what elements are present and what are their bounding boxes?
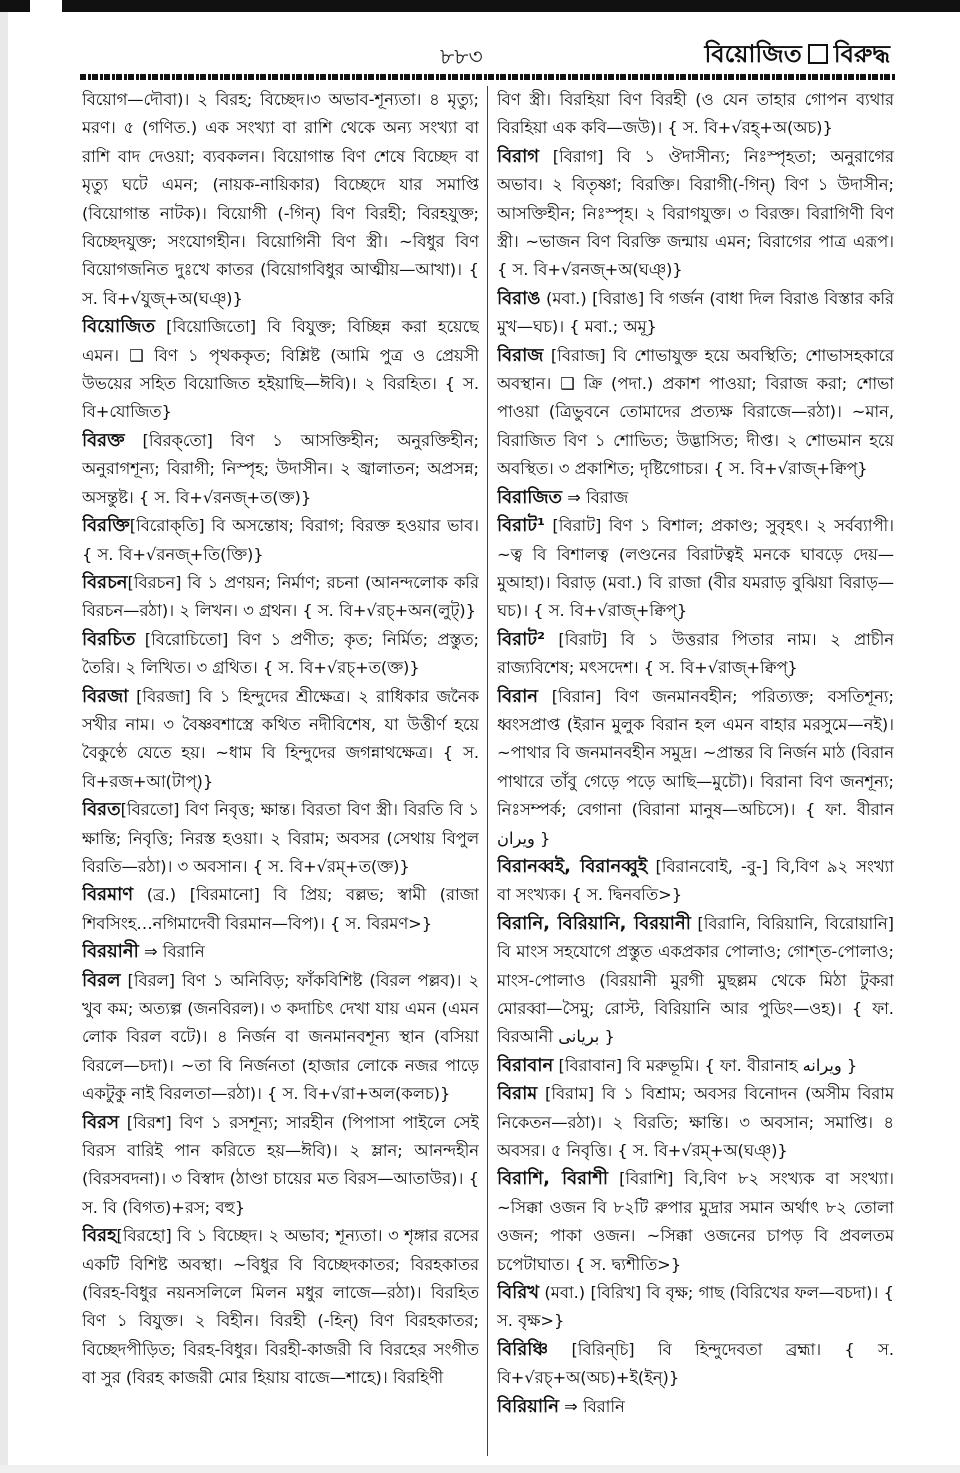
scan-top-edge bbox=[0, 0, 960, 12]
headword: বিরত bbox=[82, 799, 121, 821]
entry-body: [বিরাট] বিণ ১ বিশাল; প্রকাণ্ড; সুবৃহৎ। ২ সর্বব্যাপী। ~ত্ব বি বিশালত্ব (লণ্ডনের বিরাটত্বই মনকে ঘাবড়ে দেয়—মুআহা)। বিরাড় (মবা.) বি রাজা (বীর যমরাড় বুঝিয়া বিরাড়—ঘচ)। { স. বি+√রাজ্+ক্বিপ্} bbox=[497, 516, 894, 621]
headword: বিরাবান bbox=[497, 1054, 554, 1076]
entry-body: ⇒ বিরাজ bbox=[567, 487, 629, 507]
headword: বিরিখ bbox=[497, 1282, 540, 1304]
entry-body: [বিরাগ] বি ১ ঔদাসীন্য; নিঃস্পৃহতা; অনুরাগের অভাব। ২ বিতৃষ্ণা; বিরক্তি। বিরাগী(-গিন্) বিণ ১ উদাসীন; আসক্তিহীন; নিঃস্পৃহ। ২ বিরাগযুক্ত। ৩ বিরক্ত। বিরাগিণী বিণ স্ত্রী। ~ভাজন বিণ বিরক্তি জন্মায় এমন; বিরাগের পাত্র এরূপ। { স. বি+√রনজ্+অ(ঘঞ্)} bbox=[497, 146, 894, 280]
entry-body: ⇒ বিরানি bbox=[143, 942, 205, 962]
right-column bbox=[497, 86, 894, 1456]
entry bbox=[497, 1052, 894, 1080]
entry-body: (ব্র.) [বিরমানো] বি প্রিয়; বল্লভ; স্বামী (রাজা শিবসিংহ…নগিমাদেবী বিরমান—বিপ)। { স. বিরমণ>} bbox=[82, 885, 479, 933]
entry bbox=[497, 143, 894, 285]
entry bbox=[82, 796, 479, 881]
headword: বিরাজ bbox=[497, 344, 544, 366]
entry bbox=[82, 967, 479, 1109]
entry-body: [বিরানি, বিরিয়ানি, বিরোয়ানি] বি মাংস সহযোগে প্রস্তুত একপ্রকার পোলাও; গোশ্‌ত-পোলাও; মাংস-পোলাও (বিরয়ানী মুরগী মুছল্লম থেকে মিঠা টুকরা মোরব্বা—সৈমু; রোস্ট, বিরিয়ানি আর পুডিং—ওহ)। { ফা. বিরআনী بریانی } bbox=[497, 913, 894, 1047]
header-rule bbox=[80, 74, 895, 80]
guide-word-last: বিরুদ্ধ bbox=[833, 40, 890, 68]
entry-body: বিয়োগ—দৌবা)। ২ বিরহ; বিচ্ছেদ।৩ অভাব-শূন্যতা। ৪ মৃত্যু; মরণ। ৫ (গণিত.) এক সংখ্যা বা রাশি থেকে অন্য সংখ্যা বা রাশি বাদ দেওয়া; ব্যবকলন। বিয়োগান্ত বিণ শেষে বিচ্ছেদ বা মৃত্যু ঘটে এমন; (নায়ক-নায়িকার) বিচ্ছেদে যার সমাপ্তি (বিয়োগান্ত নাটক)। বিয়োগী (-গিন্) বিণ বিরহী; বিরহযুক্ত; বিচ্ছেদযুক্ত; সংযোগহীন। বিয়োগিনী বিণ স্ত্রী। ~বিধুর বিণ বিয়োগজনিত দুঃখে কাতর (বিয়োগবিধুর আত্মীয়—আখা)। { স. বি+√যুজ্+অ(ঘঞ্)} bbox=[82, 90, 479, 308]
scan-bottom-edge bbox=[0, 1465, 960, 1473]
headword: বিরক্ত bbox=[82, 429, 125, 451]
headword: বিরাশি, বিরাশী bbox=[497, 1168, 609, 1190]
entry bbox=[497, 910, 894, 1052]
entry-body: [বিরল] বিণ ১ অনিবিড়; ফাঁকবিশিষ্ট (বিরল পল্লব)। ২ খুব কম; অত্যল্প (জনবিরল)। ৩ কদাচিৎ দেখা যায় এমন (এমন লোক বিরল বটে)। ৪ নির্জন বা জনমানবশূন্য স্থান (বসিয়া বিরলে—চদা)। ~তা বি নির্জনতা (হাজার লোকে নজর পাড়ে একটুকু নাই বিরলতা—রঠা)। { স. বি+√রা+অল(কলচ)} bbox=[82, 970, 479, 1104]
entry bbox=[497, 86, 894, 143]
entry bbox=[497, 1080, 894, 1165]
headword: বিরান bbox=[497, 685, 539, 707]
entry-body: [বিরাজ] বি শোভাযুক্ত হয়ে অবস্থিতি; শোভাসহকারে অবস্থান। ❑ ক্রি (পদা.) প্রকাশ পাওয়া; বিরাজ করা; শোভা পাওয়া (ত্রিভুবনে তোমাদের প্রত্যক্ষ বিরাজে—রঠা)। ~মান, বিরাজিত বিণ ১ শোভিত; উদ্ভাসিত; দীপ্ত। ২ শোভমান হয়ে অবস্থিত। ৩ প্রকাশিত; দৃষ্টিগোচর। { স. বি+√রাজ্+ক্বিপ্} bbox=[497, 345, 894, 479]
headword: বিয়োজিত bbox=[82, 316, 155, 338]
entry bbox=[82, 86, 479, 313]
entry-body: [বিরজা] বি ১ হিন্দুদের শ্রীক্ষেত্র। ২ রাধিকার জনৈক সখীর নাম। ৩ বৈষ্ণবশাস্ত্রে কথিত নদীবিশেষ, যা উত্তীর্ণ হয়ে বৈকুণ্ঠে যেতে হয়। ~ধাম বি হিন্দুদের জগন্নাথক্ষেত্র। { স. বি+রজ+আ(টাপ্)} bbox=[82, 686, 479, 791]
entry bbox=[497, 1165, 894, 1279]
entry-body: [বিরোক্‌তি] বি অসন্তোষ; বিরাগ; বিরক্ত হওয়ার ভাব। { স. বি+√রনজ্+তি(ক্তি)} bbox=[82, 516, 479, 564]
headword: বিরহ bbox=[82, 1225, 117, 1247]
headword: বিরাগ bbox=[497, 145, 540, 167]
headword: বিরাট² bbox=[497, 628, 545, 650]
headword: বিরক্তি bbox=[82, 515, 130, 537]
headword: বিরয়ানী bbox=[82, 941, 139, 963]
column-divider bbox=[487, 86, 488, 1456]
entry bbox=[497, 1279, 894, 1336]
left-column bbox=[82, 86, 479, 1456]
entry-body: ⇒ বিরানি bbox=[564, 1396, 625, 1416]
entry-body: [বিরোচিতো] বিণ ১ প্রণীত; কৃত; নির্মিত; প্রস্তুত; তৈরি। ২ লিখিত। ৩ গ্রথিত। { স. বি+√রচ্+ত(ক্ত)} bbox=[82, 629, 479, 678]
entry-body: (মবা.) [বিরিখ] বি বৃক্ষ; গাছ (বিরিখের ফল—বচদা)। { স. বৃক্ষ>} bbox=[497, 1283, 894, 1331]
entry-body: [বিরিন্‌চি] বি হিন্দুদেবতা ব্রহ্মা। { স. বি+√রচ্+অ(অচ)+ই(ইন্)} bbox=[497, 1339, 894, 1388]
entry bbox=[82, 1222, 479, 1392]
entry bbox=[82, 881, 479, 938]
entry bbox=[82, 1109, 479, 1223]
entry-body: [বিরহো] বি ১ বিচ্ছেদ। ২ অভাব; শূন্যতা। ৩ শৃঙ্গার রসের একটি বিশিষ্ট অবস্থা। ~বিধুর বি বিচ্ছেদকাতর; বিরহকাতর (বিরহ-বিধুর নয়নসলিলে মিলন মধুর লাজে—রঠা)। বিরহিত বিণ ১ বিযুক্ত। ২ বিহীন। বিরহী (-হিন্) বিণ বিরহকাতর; বিচ্ছেদপীড়িত; বিরহ-বিধুর। বিরহী-কাজরী বি বিরহের সংগীত বা সুর (বিরহ কাজরী মোর হিয়ায় বাজে—শাহে)। বিরহিণী bbox=[82, 1226, 479, 1388]
guide-words bbox=[704, 36, 890, 76]
headword: বিরাজিত bbox=[497, 486, 563, 508]
scan-left-margin bbox=[0, 0, 8, 1473]
entry-body: [বিরান] বিণ জনমানবহীন; পরিত্যক্ত; বসতিশূন্য; ধ্বংসপ্রাপ্ত (ইরান মুলুক বিরান হল এমন বাহার মরসুমে—নই)। ~পাথার বি জনমানবহীন সমুদ্র। ~প্রান্তর বি নির্জন মাঠ (বিরান পাথারে তাঁবু গেড়ে পড়ে আছি—মুচৌ)। বিরানা বিণ জনশূন্য; নিঃসম্পর্ক; বেগানা (বিরানা মানুষ—অচিসে)। { ফা. বীরান ویران } bbox=[497, 686, 894, 848]
entry bbox=[82, 938, 479, 966]
headword: বিরাম bbox=[497, 1083, 538, 1105]
entry bbox=[497, 853, 894, 910]
entry-body: [বিরতো] বিণ নিবৃত্ত; ক্ষান্ত। বিরতা বিণ স্ত্রী। বিরতি বি ১ ক্ষান্তি; নিবৃত্তি; নিরস্ত হওয়া। ২ বিরাম; অবসর (সেথায় বিপুল বিরতি—রঠা)। ৩ অবসান। { স. বি+√রম্+ত(ক্ত)} bbox=[82, 800, 479, 876]
entry bbox=[82, 512, 479, 569]
entry-body: [বিরাট] বি ১ উত্তরার পিতার নাম। ২ প্রাচীন রাজ্যবিশেষ; মৎসদেশ। { স. বি+√রাজ্+ক্বিপ্} bbox=[497, 629, 894, 678]
headword: বিরজা bbox=[82, 685, 129, 707]
headword: বিরাঙ bbox=[497, 287, 541, 309]
headword: বিরানব্বই, বিরানব্বুই bbox=[497, 855, 648, 877]
entry bbox=[497, 1393, 894, 1421]
entry bbox=[497, 1336, 894, 1393]
entry-body: বিণ স্ত্রী। বিরহিয়া বিণ বিরহী (ও যেন তাহার গোপন ব্যথার বিরহিয়া এক কবি—জউ)। { স. বি+√রহ্+অ(অচ)} bbox=[497, 90, 894, 138]
headword: বিরিয়ানি bbox=[497, 1395, 559, 1417]
headword: বিরচিত bbox=[82, 628, 136, 650]
headword: বিরানি, বিরিয়ানি, বিরয়ানী bbox=[497, 912, 691, 934]
entry bbox=[497, 342, 894, 484]
entry-body: [বিয়োজিতো] বি বিযুক্ত; বিচ্ছিন্ন করা হয়েছে এমন। ❑ বিণ ১ পৃথককৃত; বিশ্লিষ্ট (আমি পুত্র ও প্রেয়সী উভয়ের সহিত বিয়োজিত হইয়াছি—ঈবি)। ২ বিরহিত। { স. বি+যোজিত} bbox=[82, 317, 479, 422]
entry-body: [বিরানবোই, -বু-] বি,বিণ ৯২ সংখ্যা বা সংখ্যক। { স. দ্বিনবতি>} bbox=[497, 856, 894, 905]
headword: বিরমাণ bbox=[82, 884, 134, 906]
entry-body: [বিরক্‌তো] বিণ ১ আসক্তিহীন; অনুরক্তিহীন; অনুরাগশূন্য; বিরাগী; নিস্পৃহ; উদাসীন। ২ জ্বালাতন; অপ্রসন্ন; অসন্তুষ্ট। { স. বি+√রনজ্+ত(ক্ত)} bbox=[82, 430, 479, 507]
headword: বিরস bbox=[82, 1111, 119, 1133]
entry bbox=[497, 626, 894, 683]
headword: বিরাট¹ bbox=[497, 515, 545, 537]
entry bbox=[82, 313, 479, 427]
entry-body: [বিরচন] বি ১ প্রণয়ন; নির্মাণ; রচনা (আনন্দলোক করি বিরচন—রঠা)। ২ লিখন। ৩ গ্রথন। { স. বি+√রচ্+অন(লুট্)} bbox=[82, 572, 479, 621]
page-number: ৮৮৩ bbox=[440, 45, 483, 70]
headword: বিরচন bbox=[82, 571, 128, 593]
entry-body: [বিরশ] বিণ ১ রসশূন্য; সারহীন (পিপাসা পাইলে সেই বিরস বারিই পান করিতে হয়—ঈবি)। ২ ম্লান; আনন্দহীন (বিরসবদনা)। ৩ বিস্বাদ (ঠাণ্ডা চায়ের মত বিরস—আতাউর)। { স. বি (বিগত)+রস; বহু} bbox=[82, 1112, 479, 1217]
entry bbox=[82, 683, 479, 797]
entry bbox=[82, 626, 479, 683]
entry bbox=[82, 427, 479, 512]
entry-body: [বিরাম] বি ১ বিশ্রাম; অবসর বিনোদন (অসীম বিরাম নিকেতন—রঠা)। ২ বিরতি; ক্ষান্তি। ৩ অবসান; সমাপ্তি। ৪ অবসর। ৫ নিবৃত্তি। { স. বি+√রম্+অ(ঘঞ্)} bbox=[497, 1084, 894, 1161]
guide-separator-box bbox=[808, 44, 828, 64]
entry bbox=[497, 512, 894, 626]
headword: বিরল bbox=[82, 969, 121, 991]
guide-word-first: বিয়োজিত bbox=[704, 40, 802, 68]
entry-body: [বিরাশি] বি,বিণ ৮২ সংখ্যক বা সংখ্যা। ~সিক্কা ওজন বি ৮২টি রুপার মুদ্রার সমান অর্থাৎ ৮২ তোলা ওজন; পাকা ওজন। ~সিক্কা ওজনের চাপড় বি প্রবলতম চপেটাঘাত। { স. দ্ব্যশীতি>} bbox=[497, 1169, 894, 1274]
entry bbox=[497, 484, 894, 512]
entry-body: (মবা.) [বিরাঙ] বি গর্জন (বাধা দিল বিরাঙ বিস্তার করি মুখ—ঘচ)। { মবা.; অমূ} bbox=[497, 288, 894, 337]
entry bbox=[497, 683, 894, 853]
entry bbox=[497, 285, 894, 342]
entry bbox=[82, 569, 479, 626]
headword: বিরিঞ্চি bbox=[497, 1338, 549, 1360]
entry-body: [বিরাবান] বি মরুভূমি। { ফা. বীরানাহ ویرانه } bbox=[558, 1055, 858, 1075]
